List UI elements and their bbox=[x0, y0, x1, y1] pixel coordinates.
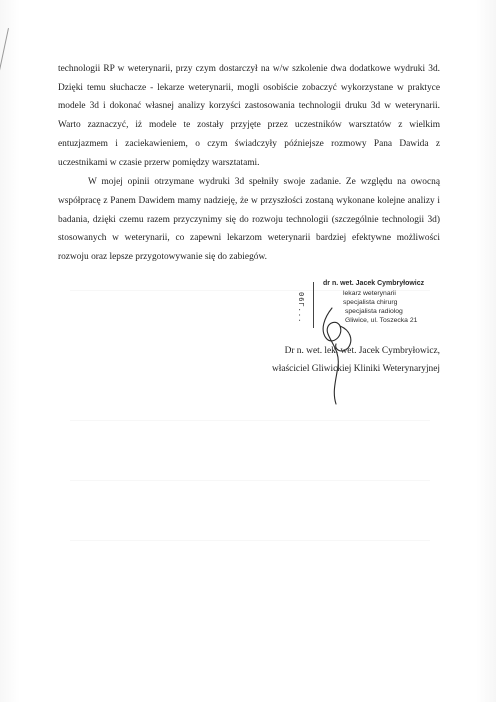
stamp-line-title: lekarz weterynarii bbox=[343, 290, 396, 297]
bleed-through-line bbox=[70, 420, 430, 421]
letter-body bbox=[58, 60, 440, 267]
bleed-through-line bbox=[70, 290, 430, 291]
signer-name: Dr n. wet. lek. wet. Jacek Cymbryłowicz, bbox=[284, 346, 440, 356]
stamp-line-address: Gliwice, ul. Toszecka 21 bbox=[345, 317, 418, 324]
signer-role: właściciel Gliwickiej Kliniki Weterynaryjnej bbox=[271, 364, 440, 374]
bleed-through-line bbox=[70, 480, 430, 481]
paragraph-1: technologii RP w weterynarii, przy czym dostarczył na w/w szkolenie dwa dodatkowe wydruki 3d. Dzięki temu słuchacze - lekarze weterynarii, mogli osobiście zobaczyć wykorzystane w praktyce modele 3d i dokonać własnej analizy korzyści zastosowania technologii druku 3d w weterynarii. Warto zaznaczyć, iż modele te zostały przyjęte przez uczestników warsztatów z wielkim entuzjazmem i zaciekawieniem, o czym świadczyły późniejsze rozmowy Pana Dawida z uczestnikami w czasie przerw pomiędzy warsztatami. bbox=[58, 64, 440, 168]
scan-fold-mark bbox=[0, 28, 9, 75]
stamp-number: 06Г... bbox=[297, 292, 305, 324]
stamp-line-name: dr n. wet. Jacek Cymbryłowicz bbox=[323, 280, 425, 287]
stamp-line-specialty-radiologist: specjalista radiolog bbox=[345, 308, 403, 315]
bleed-through-line bbox=[70, 540, 430, 541]
stamp-line-specialty-surgeon: specjalista chirurg bbox=[343, 299, 398, 306]
paragraph-2: W mojej opinii otrzymane wydruki 3d spełniły swoje zadanie. Ze względu na owocną współpracę z Panem Dawidem mamy nadzieję, że w przyszłości zostaną wykonane kolejne analizy i badania, dzięki czemu razem przyczynimy się do rozwoju technologii (szczególnie technologii 3d) stosowanych w weterynarii, co zapewni lekarzom weterynarii bardziej efektywne możliwości rozwoju oraz lepsze przygotowywanie się do zabiegów. bbox=[58, 177, 440, 263]
signature-block bbox=[272, 342, 440, 378]
